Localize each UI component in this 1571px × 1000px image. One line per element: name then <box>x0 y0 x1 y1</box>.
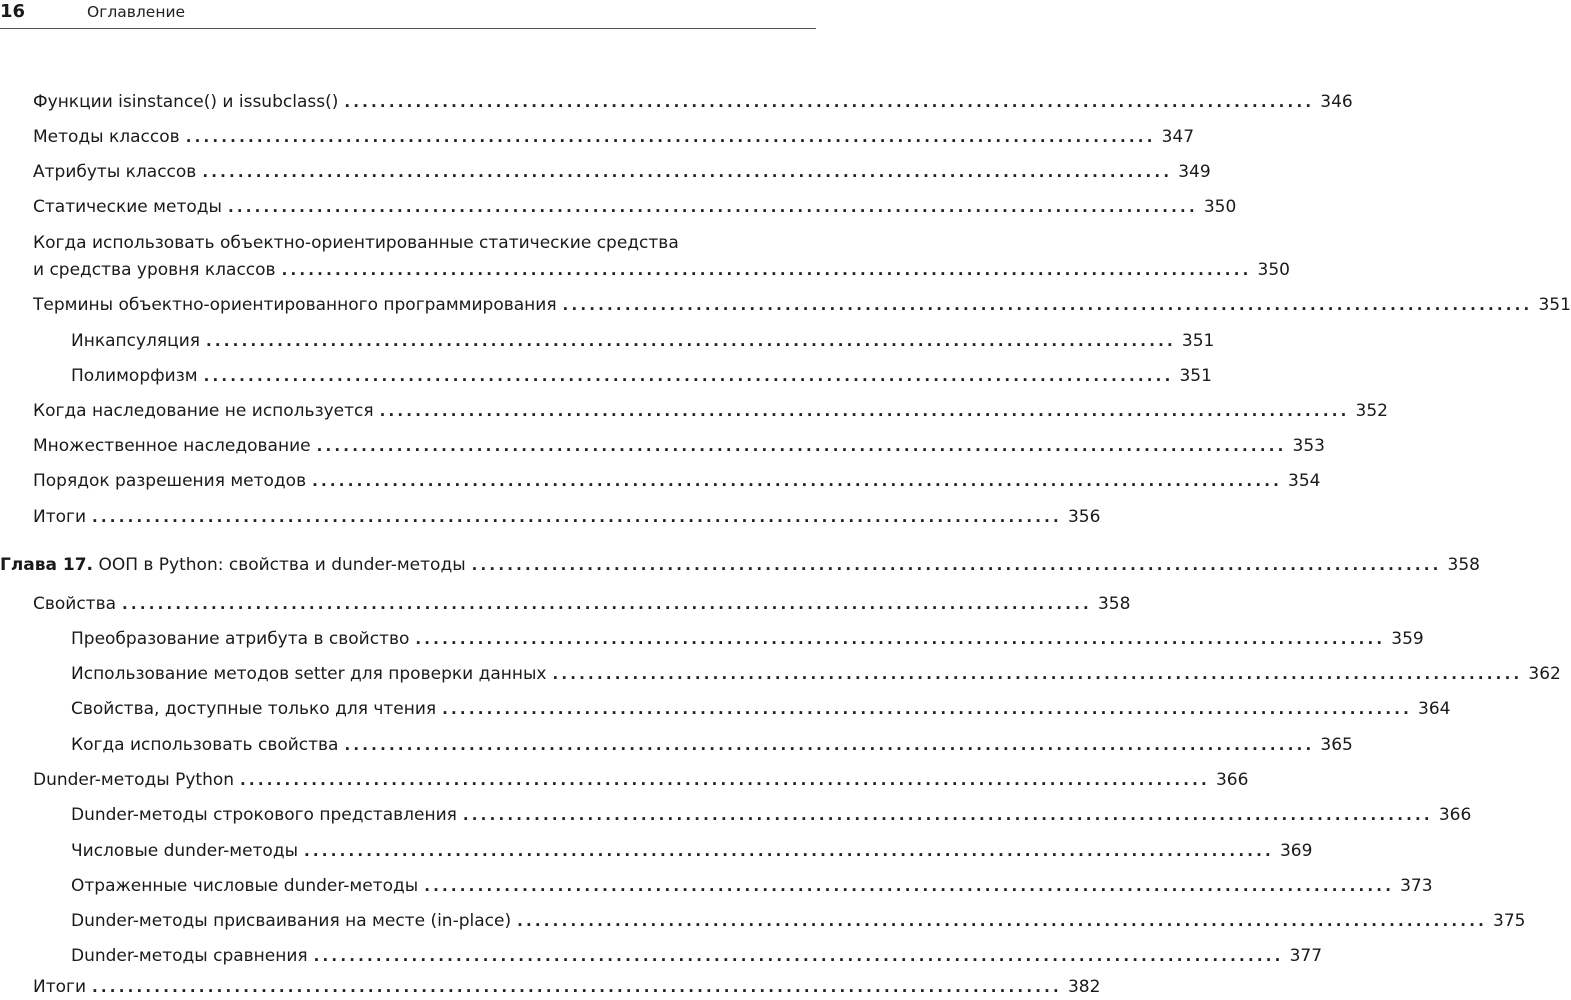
toc-title: Инкапсуляция <box>71 331 200 351</box>
toc-page: 352 <box>1355 401 1388 421</box>
dot-leader: ............................................................................................................. <box>92 978 1062 996</box>
toc-title-line1[interactable]: Когда использовать объектно-ориентированные статические средства <box>33 233 679 253</box>
toc-title: Dunder-методы присваивания на месте (in-place) <box>71 911 512 931</box>
dot-leader: ............................................................................................................. <box>281 261 1252 279</box>
dot-leader: ............................................................................................................. <box>240 771 1210 789</box>
toc-title: Свойства <box>33 594 117 614</box>
toc-page: 353 <box>1292 436 1325 456</box>
toc-page: 354 <box>1288 471 1321 491</box>
dot-leader: ............................................................................................................. <box>462 806 1433 824</box>
dot-leader: ............................................................................................................. <box>415 630 1386 648</box>
toc-entry[interactable] <box>33 504 1101 530</box>
toc-title: Порядок разрешения методов <box>33 471 307 491</box>
toc-entry[interactable] <box>33 89 1353 115</box>
toc-entry[interactable] <box>71 908 1526 934</box>
dot-leader: ............................................................................................................. <box>185 128 1156 146</box>
toc-entry[interactable] <box>33 292 1571 318</box>
chapter-label: Глава 17. <box>0 555 94 575</box>
toc-entry[interactable] <box>33 468 1321 494</box>
dot-leader: ............................................................................................................. <box>202 163 1173 181</box>
toc-entry[interactable] <box>71 328 1215 354</box>
toc-entry[interactable] <box>33 767 1249 793</box>
toc-entry[interactable] <box>71 661 1561 687</box>
page-header <box>0 0 816 30</box>
toc-page: 366 <box>1438 805 1472 825</box>
toc-entry[interactable] <box>71 626 1424 652</box>
dot-leader: ............................................................................................................. <box>442 700 1413 718</box>
toc-page: 359 <box>1391 629 1424 649</box>
toc-title: Dunder-методы Python <box>33 770 235 790</box>
toc-title: Числовые dunder-методы <box>71 841 299 861</box>
toc-page: 351 <box>1538 295 1571 315</box>
toc-entry[interactable] <box>71 873 1433 899</box>
dot-leader: ............................................................................................................. <box>424 877 1395 895</box>
toc-title: Отраженные числовые dunder-методы <box>71 876 419 896</box>
dot-leader: ............................................................................................................. <box>304 842 1274 860</box>
toc-title: Свойства, доступные только для чтения <box>71 699 437 719</box>
toc-entry[interactable] <box>71 732 1353 758</box>
dot-leader: ............................................................................................................. <box>312 472 1283 490</box>
dot-leader: ............................................................................................................. <box>316 437 1287 455</box>
toc-entry[interactable] <box>71 838 1313 864</box>
toc-page: 382 <box>1067 977 1101 997</box>
toc-page: 364 <box>1418 699 1451 719</box>
toc-page: 377 <box>1289 946 1323 966</box>
dot-leader: ............................................................................................................. <box>313 947 1284 965</box>
toc-page: 373 <box>1400 876 1433 896</box>
toc-title: Множественное наследование <box>33 436 311 456</box>
toc-page: 351 <box>1179 366 1212 386</box>
toc-chapter-entry[interactable] <box>0 552 1480 578</box>
toc-entry[interactable] <box>33 398 1388 424</box>
dot-leader: ............................................................................................................. <box>203 367 1174 385</box>
dot-leader: ............................................................................................................. <box>379 402 1350 420</box>
toc-page: 362 <box>1528 664 1561 684</box>
toc-title: Статические методы <box>33 197 222 217</box>
toc-entry[interactable] <box>33 257 1290 283</box>
page-number: 16 <box>0 1 26 22</box>
toc-entry[interactable] <box>71 363 1212 389</box>
toc-page: 358 <box>1097 594 1131 614</box>
dot-leader: ............................................................................................................. <box>562 296 1533 314</box>
toc-page: 350 <box>1203 197 1237 217</box>
dot-leader: ............................................................................................................. <box>205 332 1176 350</box>
toc-entry[interactable] <box>33 194 1237 220</box>
dot-leader: ............................................................................................................. <box>92 508 1062 526</box>
chapter-title: ООП в Python: свойства и dunder-методы <box>98 555 466 575</box>
toc-title: Методы классов <box>33 127 180 147</box>
toc-title: Когда использовать свойства <box>71 735 339 755</box>
toc-page: 350 <box>1257 260 1290 280</box>
dot-leader: ............................................................................................................. <box>344 93 1315 111</box>
dot-leader: ............................................................................................................. <box>471 556 1442 574</box>
toc-page: 356 <box>1067 507 1101 527</box>
toc-page: 346 <box>1320 92 1353 112</box>
toc-title: Атрибуты классов <box>33 162 197 182</box>
toc-title: Полиморфизм <box>71 366 198 386</box>
toc-page: 347 <box>1161 127 1195 147</box>
toc-page: 358 <box>1447 555 1480 575</box>
toc-title: Dunder-методы строкового представления <box>71 805 457 825</box>
toc-page: 375 <box>1493 911 1526 931</box>
dot-leader: ............................................................................................................. <box>122 595 1092 613</box>
dot-leader: ............................................................................................................. <box>227 198 1198 216</box>
dot-leader: ............................................................................................................. <box>517 912 1487 930</box>
toc-entry[interactable] <box>71 802 1472 828</box>
toc-page: 366 <box>1215 770 1249 790</box>
dot-leader: ............................................................................................................. <box>344 736 1315 754</box>
toc-title: Dunder-методы сравнения <box>71 946 308 966</box>
toc-entry[interactable] <box>71 696 1451 722</box>
toc-page: 365 <box>1320 735 1353 755</box>
toc-title: Термины объектно-ориентированного программирования <box>33 295 557 315</box>
toc-title: Использование методов setter для проверки данных <box>71 664 547 684</box>
toc-page: 349 <box>1178 162 1211 182</box>
toc-chapter-title <box>0 552 466 578</box>
toc-title: Когда наследование не используется <box>33 401 374 421</box>
toc-entry[interactable] <box>71 943 1323 969</box>
toc-page: 369 <box>1279 841 1313 861</box>
toc-title: и средства уровня классов <box>33 260 276 280</box>
running-title: Оглавление <box>87 3 186 21</box>
toc-page: 351 <box>1181 331 1215 351</box>
toc-entry[interactable] <box>33 159 1211 185</box>
toc-entry[interactable] <box>33 433 1325 459</box>
toc-title: Преобразование атрибута в свойство <box>71 629 410 649</box>
toc-title: Итоги <box>33 977 87 997</box>
toc-entry[interactable] <box>33 124 1195 150</box>
toc-title: Функции isinstance() и issubclass() <box>33 92 339 112</box>
header-rule <box>0 28 816 29</box>
toc-entry[interactable] <box>33 591 1131 617</box>
toc-entry[interactable] <box>33 974 1101 1000</box>
dot-leader: ............................................................................................................. <box>552 665 1523 683</box>
toc-title: Итоги <box>33 507 87 527</box>
